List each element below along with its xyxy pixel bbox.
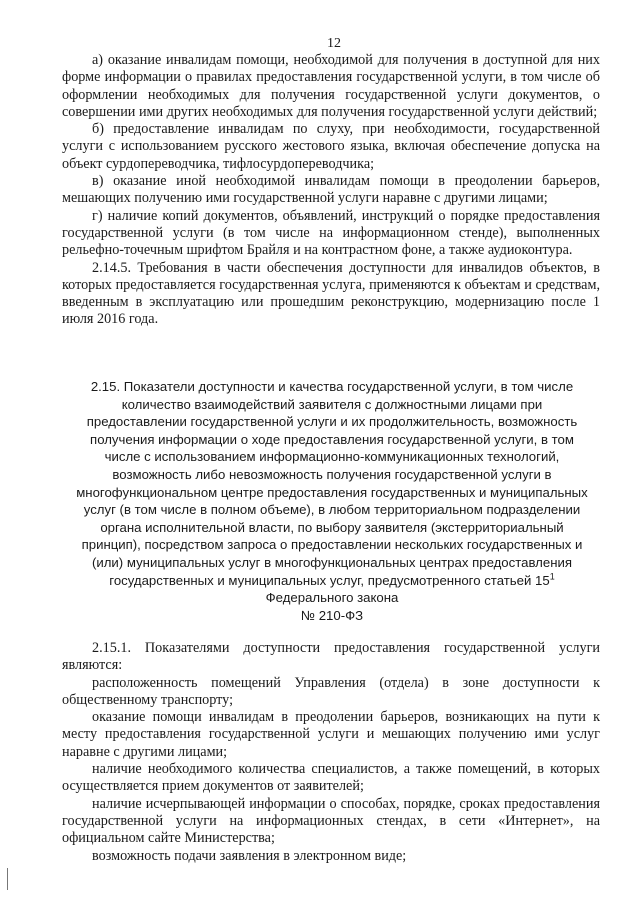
paragraph: в) оказание иной необходимой инвалидам помощи в преодолении барьеров, мешающих получению ими государственной услуги наравне с другими лицами; bbox=[62, 173, 600, 207]
paragraph: а) оказание инвалидам помощи, необходимой для получения в доступной для них форме информации о правилах предоставления государственной услуги, в том числе об оформлении необходимых для получения государственной услуги документов, о совершении ими других необходимых для получения государственной услуги действий; bbox=[62, 52, 600, 120]
paragraph: б) предоставление инвалидам по слуху, при необходимости, государственной услуги с использованием русского жестового языка, включая обеспечение допуска на объект сурдопереводчика, тифлосурдопереводчика; bbox=[62, 121, 600, 172]
paragraph: г) наличие копий документов, объявлений, инструкций о порядке предоставления государственной услуги (в том числе на информационном стенде), выполненных рельефно-точечным шрифтом Брайля и на контрастном фоне, а также аудиоконтура. bbox=[62, 207, 600, 259]
heading-text-tail: Федерального закона bbox=[265, 590, 399, 606]
scan-artifact-mark bbox=[7, 868, 8, 890]
paragraph: наличие исчерпывающей информации о способах, порядке, сроках предоставления государственной услуги на информационных стендах, в сети «Интернет», на официальном сайте Министерства; bbox=[62, 795, 600, 847]
section-accessibility-indicators bbox=[62, 640, 600, 865]
heading-text bbox=[72, 378, 592, 607]
paragraph: возможность подачи заявления в электронном виде; bbox=[92, 847, 407, 864]
paragraph: 2.15.1. Показателями доступности предоставления государственной услуги являются: bbox=[62, 640, 600, 674]
law-number: № 210-ФЗ bbox=[300, 607, 364, 623]
paragraph: наличие необходимого количества специалистов, а также помещений, в которых осуществляется прием документов от заявителей; bbox=[62, 761, 600, 795]
section-heading-2-15 bbox=[72, 378, 592, 624]
paragraph: оказание помощи инвалидам в преодолении барьеров, возникающих на пути к месту предоставления государственной услуги и мешающих получению ими услуг наравне с другими лицами; bbox=[62, 709, 600, 760]
paragraph: расположенность помещений Управления (отдела) в зоне доступности к общественному транспорту; bbox=[62, 674, 600, 708]
page-number: 12 bbox=[327, 36, 341, 51]
heading-superscript: 1 bbox=[549, 571, 555, 582]
paragraph: 2.14.5. Требования в части обеспечения доступности для инвалидов объектов, в которых предоставляется государственная услуга, применяются к объектам и средствам, введенным в эксплуатацию или прошедшим реконструкцию, модернизацию после 1 июля 2016 года. bbox=[62, 259, 600, 328]
section-accessibility-assistance bbox=[62, 52, 600, 329]
heading-text-main: 2.15. Показатели доступности и качества государственной услуги, в том числе количество взаимодействий заявителя с должностными лицами при предоставлении государственной услуги и их продолжительность, возможность получения информации о ходе предоставления государственной услуги, в том числе с использованием информационно-коммуникационных технологий, возможность либо невозможность получения государственной услуги в многофункциональном центре предоставления государственных и муниципальных услуг (в том числе в полном объеме), в любом территориальном подразделении органа исполнительной власти, по выбору заявителя (экстерриториальный принцип), посредством запроса о предоставлении нескольких государственных и (или) муниципальных услуг в многофункциональных центрах предоставления государственных и муниципальных услуг, предусмотренного статьей 15 bbox=[76, 379, 588, 588]
